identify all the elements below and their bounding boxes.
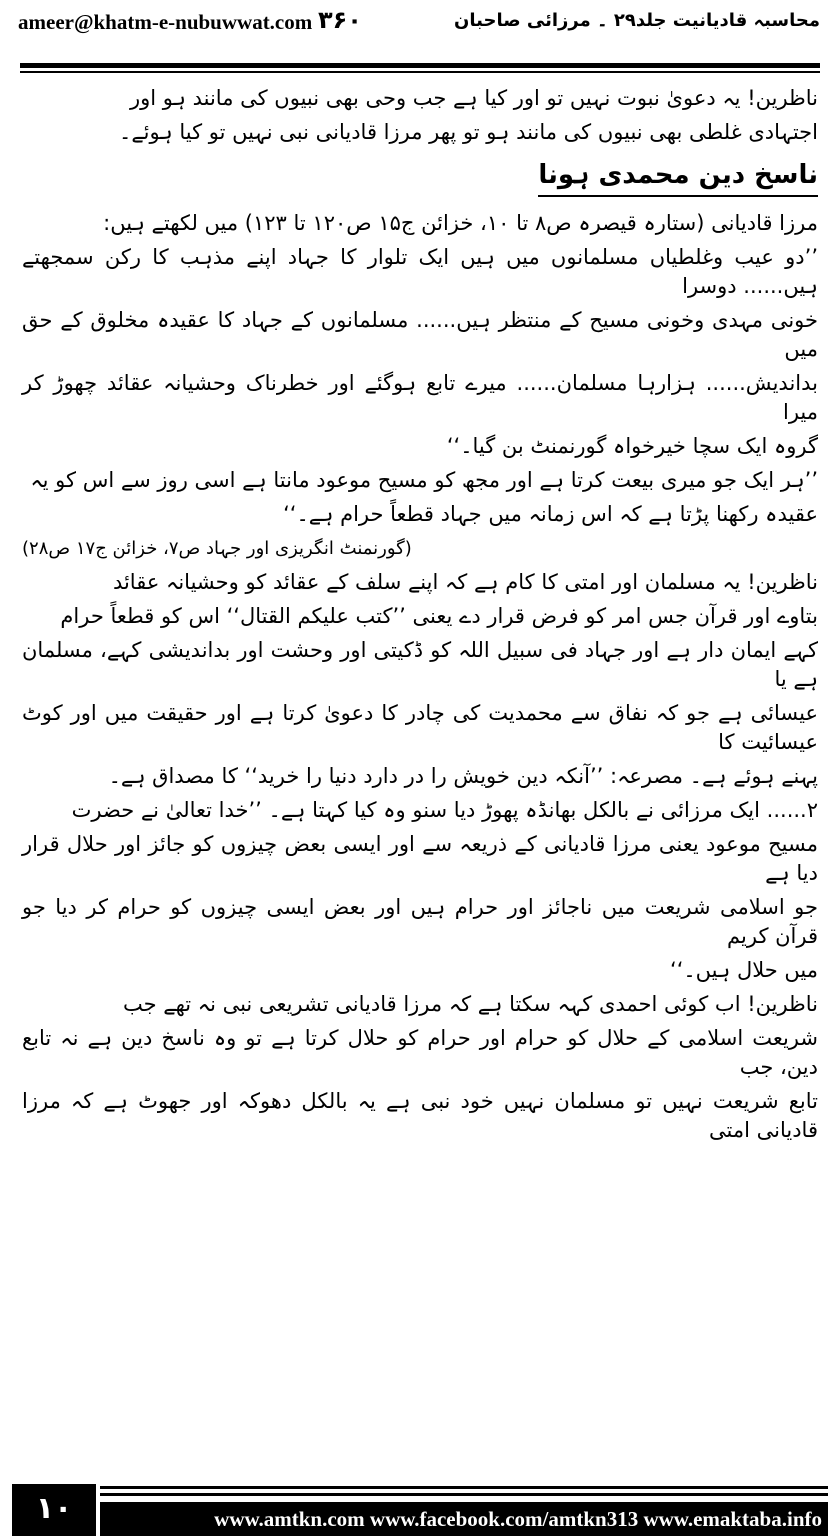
text-line: ’’دو عیب وغلطیاں مسلمانوں میں ہیں ایک تلوار کا جہاد اپنے مذہب کا رکن سمجھتے ہیں...... دوسرا [22,245,818,298]
text-line: میں حلال ہیں۔‘‘ [670,958,818,982]
text-line: ناظرین! یہ دعویٰ نبوت نہیں تو اور کیا ہے جب وحی بھی نبیوں کی مانند ہو اور [129,86,818,110]
header-page-number: ۳۶۰ [318,6,362,34]
text-line: بتاوے اور قرآن جس امر کو فرض قرار دے یعنی ’’کتب علیکم القتال‘‘ اس کو قطعاً حرام [60,604,818,628]
text-line: کہے ایمان دار ہے اور جہاد فی سبیل اللہ کو ڈکیتی اور وحشت اور بداندیشی کہے، مسلمان ہے یا [22,638,818,691]
footer-links: www.amtkn.com www.facebook.com/amtkn313 www.emaktaba.info [100,1502,828,1536]
section-heading: ناسخ دین محمدی ہونا [538,157,818,197]
text-line: ’’ہر ایک جو میری بیعت کرتا ہے اور مجھ کو مسیح موعود مانتا ہے اسی روز سے اس کو یہ [30,468,818,492]
text-line: ناظرین! یہ مسلمان اور امتی کا کام ہے کہ اپنے سلف کے عقائد کو وحشیانہ عقائد [112,570,818,594]
text-line: اجتہادی غلطی بھی نبیوں کی مانند ہو تو پھر مرزا قادیانی نبی نہیں تو کیا ہوئے۔ [119,120,818,144]
text-line: خونی مہدی وخونی مسیح کے منتظر ہیں...... مسلمانوں کے جہاد کا عقیدہ مخلوق کے حق میں [22,308,818,361]
text-line: ناظرین! اب کوئی احمدی کہہ سکتا ہے کہ مرزا قادیانی تشریعی نبی نہ تھے جب [122,992,818,1016]
page-body [22,84,818,1150]
header-book-title: محاسبہ قادیانیت جلد۲۹ ۔ مرزائی صاحبان [454,10,820,31]
header-rule-thin [20,71,820,73]
text-line: عقیدہ رکھنا پڑتا ہے کہ اس زمانہ میں جہاد قطعاً حرام ہے۔‘‘ [283,502,818,526]
footer-rule [100,1486,828,1489]
footer-page-number: ۱۰ [12,1484,96,1536]
header-email: ameer@khatm-e-nubuwwat.com [18,10,313,34]
text-line: مسیح موعود یعنی مرزا قادیانی کے ذریعہ سے اور ایسی بعض چیزوں کو جائز اور حلال قرار دیا ہے [22,832,818,885]
text-line: تابع شریعت نہیں تو مسلمان نہیں خود نبی ہے یہ بالکل دھوکہ اور جھوٹ ہے کہ مرزا قادیانی امتی [22,1089,818,1142]
footer-rule [100,1493,828,1496]
text-line: مرزا قادیانی (ستارہ قیصرہ ص۸ تا ۱۰، خزائن ج۱۵ ص۱۲۰ تا ۱۲۳) میں لکھتے ہیں: [103,211,818,235]
text-line: شریعت اسلامی کے حلال کو حرام اور حرام کو حلال کرتا ہے تو وہ ناسخ دین ہے نہ تابع دین، جب [22,1026,818,1079]
text-line: ۲...... ایک مرزائی نے بالکل بھانڈہ پھوڑ دیا سنو وہ کیا کہتا ہے۔ ’’خدا تعالیٰ نے حضرت [71,798,818,822]
text-line: بداندیش...... ہزارہا مسلمان...... میرے تابع ہوگئے اور خطرناک وحشیانہ عقائد چھوڑ کر میرا [22,371,818,424]
text-line: جو اسلامی شریعت میں ناجائز اور حرام ہیں اور بعض ایسی چیزوں کو حرام کر دیا جو قرآن کریم [22,895,818,948]
text-line: عیسائی ہے جو کہ نفاق سے محمدیت کی چادر کا دعویٰ کرتا ہے اور حقیقت میں اور کوٹ عیسائیت کا [22,701,818,754]
citation: (گورنمنٹ انگریزی اور جہاد ص۷، خزائن ج۱۷ ص۲۸) [22,538,412,559]
text-line: پہنے ہوئے ہے۔ مصرعہ: ’’آنکہ دین خویش را در دارد دنیا را خرید‘‘ کا مصداق ہے۔ [108,764,818,788]
text-line: گروہ ایک سچا خیرخواہ گورنمنٹ بن گیا۔‘‘ [446,434,818,458]
header-rule [20,63,820,68]
